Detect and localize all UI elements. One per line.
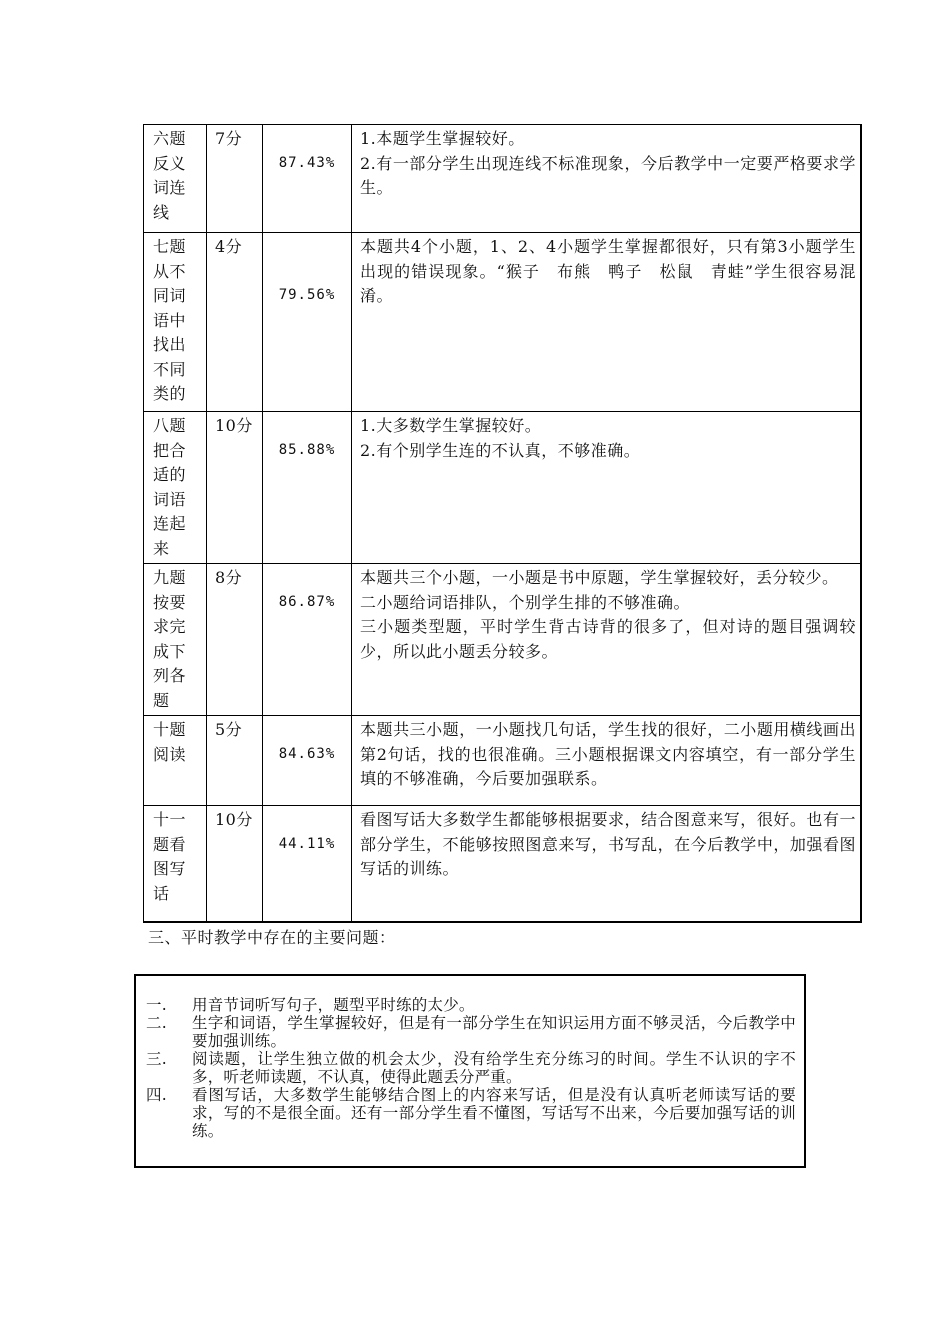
question-score: 10分 — [207, 412, 263, 564]
score-rate-cell — [263, 806, 352, 922]
question-title: 八题把合适的词语连起来 — [144, 412, 207, 564]
score-rate: 87.43% — [278, 155, 336, 171]
score-rate-cell — [263, 233, 352, 412]
table-row — [144, 412, 862, 564]
problem-item — [146, 996, 796, 1014]
analysis-note-cell — [352, 716, 862, 806]
analysis-note: 二小题给词语排队，个别学生排的不够准确。 — [360, 592, 691, 612]
problem-number: 四. — [146, 1086, 167, 1104]
question-title: 六题反义词连线 — [144, 125, 207, 233]
question-score: 8分 — [207, 564, 263, 716]
analysis-note-cell — [352, 233, 862, 412]
analysis-note: 本题共三小题，一小题找几句话，学生找的很好，二小题用横线画出第2句话，找的也很准确。三小题根据课文内容填空，有一部分学生填的不够准确，今后要加强联系。 — [360, 720, 856, 788]
problem-text: 看图写话，大多数学生能够结合图上的内容来写话，但是没有认真听老师读写话的要求，写的不是很全面。还有一部分学生看不懂图，写话写不出来，今后要加强写话的训练。 — [192, 1086, 796, 1140]
question-title: 十一题看图写话 — [144, 806, 207, 922]
score-rate: 79.56% — [278, 287, 336, 303]
problem-item — [146, 1050, 796, 1086]
score-rate-cell — [263, 412, 352, 564]
problem-text: 阅读题，让学生独立做的机会太少，没有给学生充分练习的时间。学生不认识的字不多，听老师读题，不认真，使得此题丢分严重。 — [192, 1050, 796, 1086]
question-title: 七题从不同词语中找出不同类的 — [144, 233, 207, 412]
table-row — [144, 125, 862, 233]
question-title: 九题按要求完成下列各题 — [144, 564, 207, 716]
problem-number: 三. — [146, 1050, 167, 1068]
question-score: 10分 — [207, 806, 263, 922]
score-rate: 44.11% — [278, 836, 336, 852]
table-row — [144, 564, 862, 716]
question-title: 十题阅读 — [144, 716, 207, 806]
analysis-note-cell — [352, 564, 862, 716]
analysis-note: 本题共4个小题，1、2、4小题学生掌握都很好，只有第3小题学生出现的错误现象。“猴子 布熊 鸭子 松鼠 青蛙”学生很容易混淆。 — [360, 237, 856, 305]
score-rate-cell — [263, 564, 352, 716]
problems-box — [134, 974, 806, 1168]
problem-text: 生字和词语，学生掌握较好，但是有一部分学生在知识运用方面不够灵活，今后教学中要加强训练。 — [192, 1014, 796, 1050]
problem-item — [146, 1086, 796, 1140]
problem-text: 用音节词听写句子，题型平时练的太少。 — [192, 996, 475, 1014]
score-rate-cell — [263, 125, 352, 233]
analysis-note: 2.有个别学生连的不认真，不够准确。 — [360, 440, 641, 460]
table-row — [144, 806, 862, 922]
analysis-note-cell — [352, 806, 862, 922]
analysis-note: 三小题类型题，平时学生背古诗背的很多了，但对诗的题目强调较少，所以此小题丢分较多。 — [360, 617, 856, 661]
table-row — [144, 233, 862, 412]
score-rate-cell — [263, 716, 352, 806]
score-rate: 85.88% — [278, 442, 336, 458]
analysis-note: 1.大多数学生掌握较好。 — [360, 416, 542, 435]
question-score: 4分 — [207, 233, 263, 412]
problem-number: 二. — [146, 1014, 167, 1032]
analysis-table — [143, 124, 862, 923]
problem-item — [146, 1014, 796, 1050]
analysis-note: 本题共三个小题，一小题是书中原题，学生掌握较好，丢分较少。 — [360, 568, 839, 587]
analysis-note-cell — [352, 125, 862, 233]
table-row — [144, 716, 862, 806]
question-score: 7分 — [207, 125, 263, 233]
problem-number: 一. — [146, 996, 167, 1014]
analysis-note: 1.本题学生掌握较好。 — [360, 129, 525, 148]
score-rate: 86.87% — [278, 594, 336, 610]
score-rate: 84.63% — [278, 746, 336, 762]
analysis-note: 2.有一部分学生出现连线不标准现象，今后教学中一定要严格要求学生。 — [360, 153, 856, 197]
analysis-note: 看图写话大多数学生都能够根据要求，结合图意来写，很好。也有一部分学生，不能够按照图意来写，书写乱，在今后教学中，加强看图写话的训练。 — [360, 810, 856, 878]
section-heading: 三、平时教学中存在的主要问题： — [148, 928, 396, 947]
question-score: 5分 — [207, 716, 263, 806]
analysis-note-cell — [352, 412, 862, 564]
